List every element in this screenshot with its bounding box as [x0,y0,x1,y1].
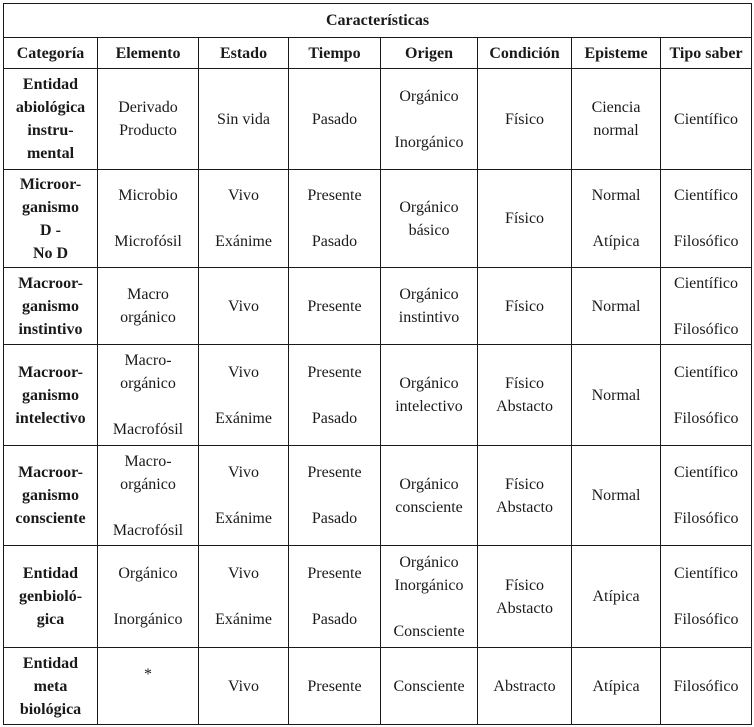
cell-elemento [98,69,199,170]
cell-episteme [572,268,661,345]
cell-episteme [572,345,661,446]
cell-line: instintivo [398,309,460,326]
cell-line: Físico [504,576,545,594]
cell-line: Presente [307,363,362,381]
cell-tiempo [289,345,381,446]
cell-line: Presente [307,677,362,695]
cell-categoria [4,268,98,345]
cell-line: Pasado [311,233,358,250]
cell-line: Macroor- [18,363,83,381]
cell-line: Atípica [592,588,640,605]
cell-line: No D [32,244,69,262]
cell-line: Macrofósil [112,421,184,438]
cell-line: Exánime [215,611,272,628]
cell-line: * [144,666,152,683]
cell-line: Microbio [118,187,178,204]
cell-line: Atípica [592,233,640,250]
cell-line: Microfósil [114,233,182,250]
cell-line: Consciente [393,622,465,640]
cell-origen [381,546,478,648]
cell-estado [199,345,289,446]
table-row [4,69,752,170]
cell-line: Filosófico [673,611,739,628]
cell-line: Entidad [22,76,79,93]
cell-line: Derivado [118,99,178,116]
cell-line: Normal [591,487,641,504]
cell-estado [199,69,289,170]
cell-line: básico [408,221,450,239]
cell-line: Entidad [22,654,79,672]
table-row [4,546,752,648]
cell-line: Abstacto [496,398,553,415]
cell-estado [199,170,289,268]
cell-line: Producto [119,122,177,139]
cell-tiempo [289,546,381,648]
cell-line: Científico [674,363,739,381]
cell-line: Filosófico [673,233,739,250]
cell-line: Normal [591,386,641,404]
cell-elemento [98,268,199,345]
cell-line: Sin vida [217,110,270,128]
cell-categoria [4,546,98,648]
cell-line: Macro [127,286,169,303]
caracteristicas-table [3,3,752,725]
cell-categoria [4,446,98,546]
cell-line: Filosófico [673,320,739,338]
cell-line: meta [33,677,68,695]
cell-categoria [4,345,98,446]
cell-line: ganismo [22,386,79,404]
cell-origen [381,648,478,725]
cell-line: intelectivo [15,409,86,427]
cell-line: Normal [591,187,641,204]
cell-line: abiológica [15,99,86,116]
cell-line: Presente [307,187,362,204]
cell-condicion [478,446,572,546]
cell-line: Macroor- [18,464,83,481]
cell-line: Físico [504,375,545,392]
cell-line: biológica [19,700,82,718]
cell-line: Exánime [215,409,272,427]
cell-line: Macroor- [18,274,83,292]
cell-elemento [98,345,199,446]
cell-line: Macro- [124,452,172,470]
cell-line: ganismo [22,297,79,315]
cell-line: normal [593,122,639,139]
cell-origen [381,446,478,546]
cell-line: Filosófico [673,677,739,695]
cell-condicion [478,170,572,268]
table-title: Características [4,4,752,38]
cell-tipo-saber [661,446,752,546]
cell-elemento [98,546,199,648]
table-row [4,170,752,268]
cell-line: Orgánico [118,565,178,582]
cell-line: Vivo [227,565,260,582]
cell-estado [199,268,289,345]
cell-elemento [98,170,199,268]
cell-line: Pasado [311,110,358,128]
cell-line: Orgánico [399,475,459,493]
cell-line: Científico [674,274,739,292]
cell-line: Presente [307,297,362,315]
cell-line: Atípica [592,677,640,695]
cell-line: Vivo [227,464,260,481]
cell-line: Científico [674,110,739,128]
cell-line: Físico [504,297,545,315]
cell-line: instru- [27,122,74,139]
cell-tiempo [289,69,381,170]
cell-line: Entidad [22,565,79,582]
cell-line: Exánime [215,510,272,527]
cell-line: genbioló- [18,588,83,605]
header-row [4,38,752,69]
cell-episteme [572,648,661,725]
cell-line: Filosófico [673,409,739,427]
cell-origen [381,345,478,446]
cell-line: Orgánico [399,553,459,571]
cell-line: Macrofósil [112,521,184,539]
table-row [4,446,752,546]
cell-line: consciente [15,510,86,527]
cell-line: Microor- [19,175,82,193]
cell-line: Orgánico [399,87,459,105]
cell-origen [381,69,478,170]
cell-line: Físico [504,210,545,227]
cell-tiempo [289,268,381,345]
cell-line: orgánico [120,309,176,326]
cell-categoria [4,69,98,170]
cell-line: Orgánico [399,286,459,303]
cell-episteme [572,546,661,648]
cell-line: ganismo [22,487,79,504]
cell-estado [199,446,289,546]
cell-line: Orgánico [399,198,459,216]
cell-line: Macro- [124,352,172,369]
cell-line: Presente [307,565,362,582]
cell-line: Inorgánico [394,133,464,151]
cell-line: Vivo [227,187,260,204]
cell-line: Inorgánico [394,576,464,594]
cell-tiempo [289,170,381,268]
cell-line: Exánime [215,233,272,250]
cell-line: Inorgánico [113,611,183,628]
cell-line: Vivo [227,363,260,381]
cell-line: mental [26,145,75,162]
cell-tipo-saber [661,648,752,725]
cell-condicion [478,268,572,345]
cell-episteme [572,69,661,170]
cell-episteme [572,446,661,546]
cell-line: Presente [307,464,362,481]
table-row [4,648,752,725]
cell-line: orgánico [120,375,176,392]
column-header-categoria: Categoría [4,38,98,69]
cell-line: Vivo [227,677,260,695]
column-header-estado: Estado [199,38,289,69]
cell-categoria [4,648,98,725]
column-header-tiempo: Tiempo [289,38,381,69]
cell-estado [199,546,289,648]
column-header-episteme: Episteme [572,38,661,69]
cell-origen [381,170,478,268]
cell-line: Científico [674,565,739,582]
cell-episteme [572,170,661,268]
cell-line: Pasado [311,409,358,427]
cell-line: Vivo [227,297,260,315]
table-row [4,268,752,345]
cell-line: Pasado [311,510,358,527]
cell-line: Normal [591,297,641,315]
cell-line: intelectivo [395,398,463,415]
column-header-origen: Origen [381,38,478,69]
cell-line: Abstacto [496,599,553,617]
cell-tiempo [289,446,381,546]
cell-line: Filosófico [673,510,739,527]
cell-tipo-saber [661,69,752,170]
cell-condicion [478,69,572,170]
cell-line: Físico [504,475,545,493]
column-header-elemento: Elemento [98,38,199,69]
cell-elemento [98,648,199,725]
cell-line: Orgánico [399,375,459,392]
cell-line: Abstacto [496,498,553,516]
cell-tipo-saber [661,345,752,446]
column-header-tipo-saber: Tipo saber [661,38,752,69]
cell-line: Ciencia [591,99,641,116]
cell-condicion [478,546,572,648]
cell-line: gica [36,611,65,628]
column-header-condicion: Condición [478,38,572,69]
cell-tiempo [289,648,381,725]
cell-categoria [4,170,98,268]
cell-line: Pasado [311,611,358,628]
cell-line: Consciente [393,677,465,695]
cell-line: instintivo [18,320,83,338]
cell-line: Científico [674,464,739,481]
cell-line: orgánico [120,475,176,493]
cell-tipo-saber [661,268,752,345]
cell-line: Abstracto [493,677,556,695]
cell-line: Científico [674,187,739,204]
cell-elemento [98,446,199,546]
cell-line: ganismo [22,198,79,216]
cell-line: D - [40,221,61,239]
cell-tipo-saber [661,546,752,648]
cell-origen [381,268,478,345]
cell-line: consciente [395,498,463,516]
cell-condicion [478,648,572,725]
cell-tipo-saber [661,170,752,268]
cell-line: Físico [504,110,545,128]
cell-estado [199,648,289,725]
table-row [4,345,752,446]
cell-condicion [478,345,572,446]
